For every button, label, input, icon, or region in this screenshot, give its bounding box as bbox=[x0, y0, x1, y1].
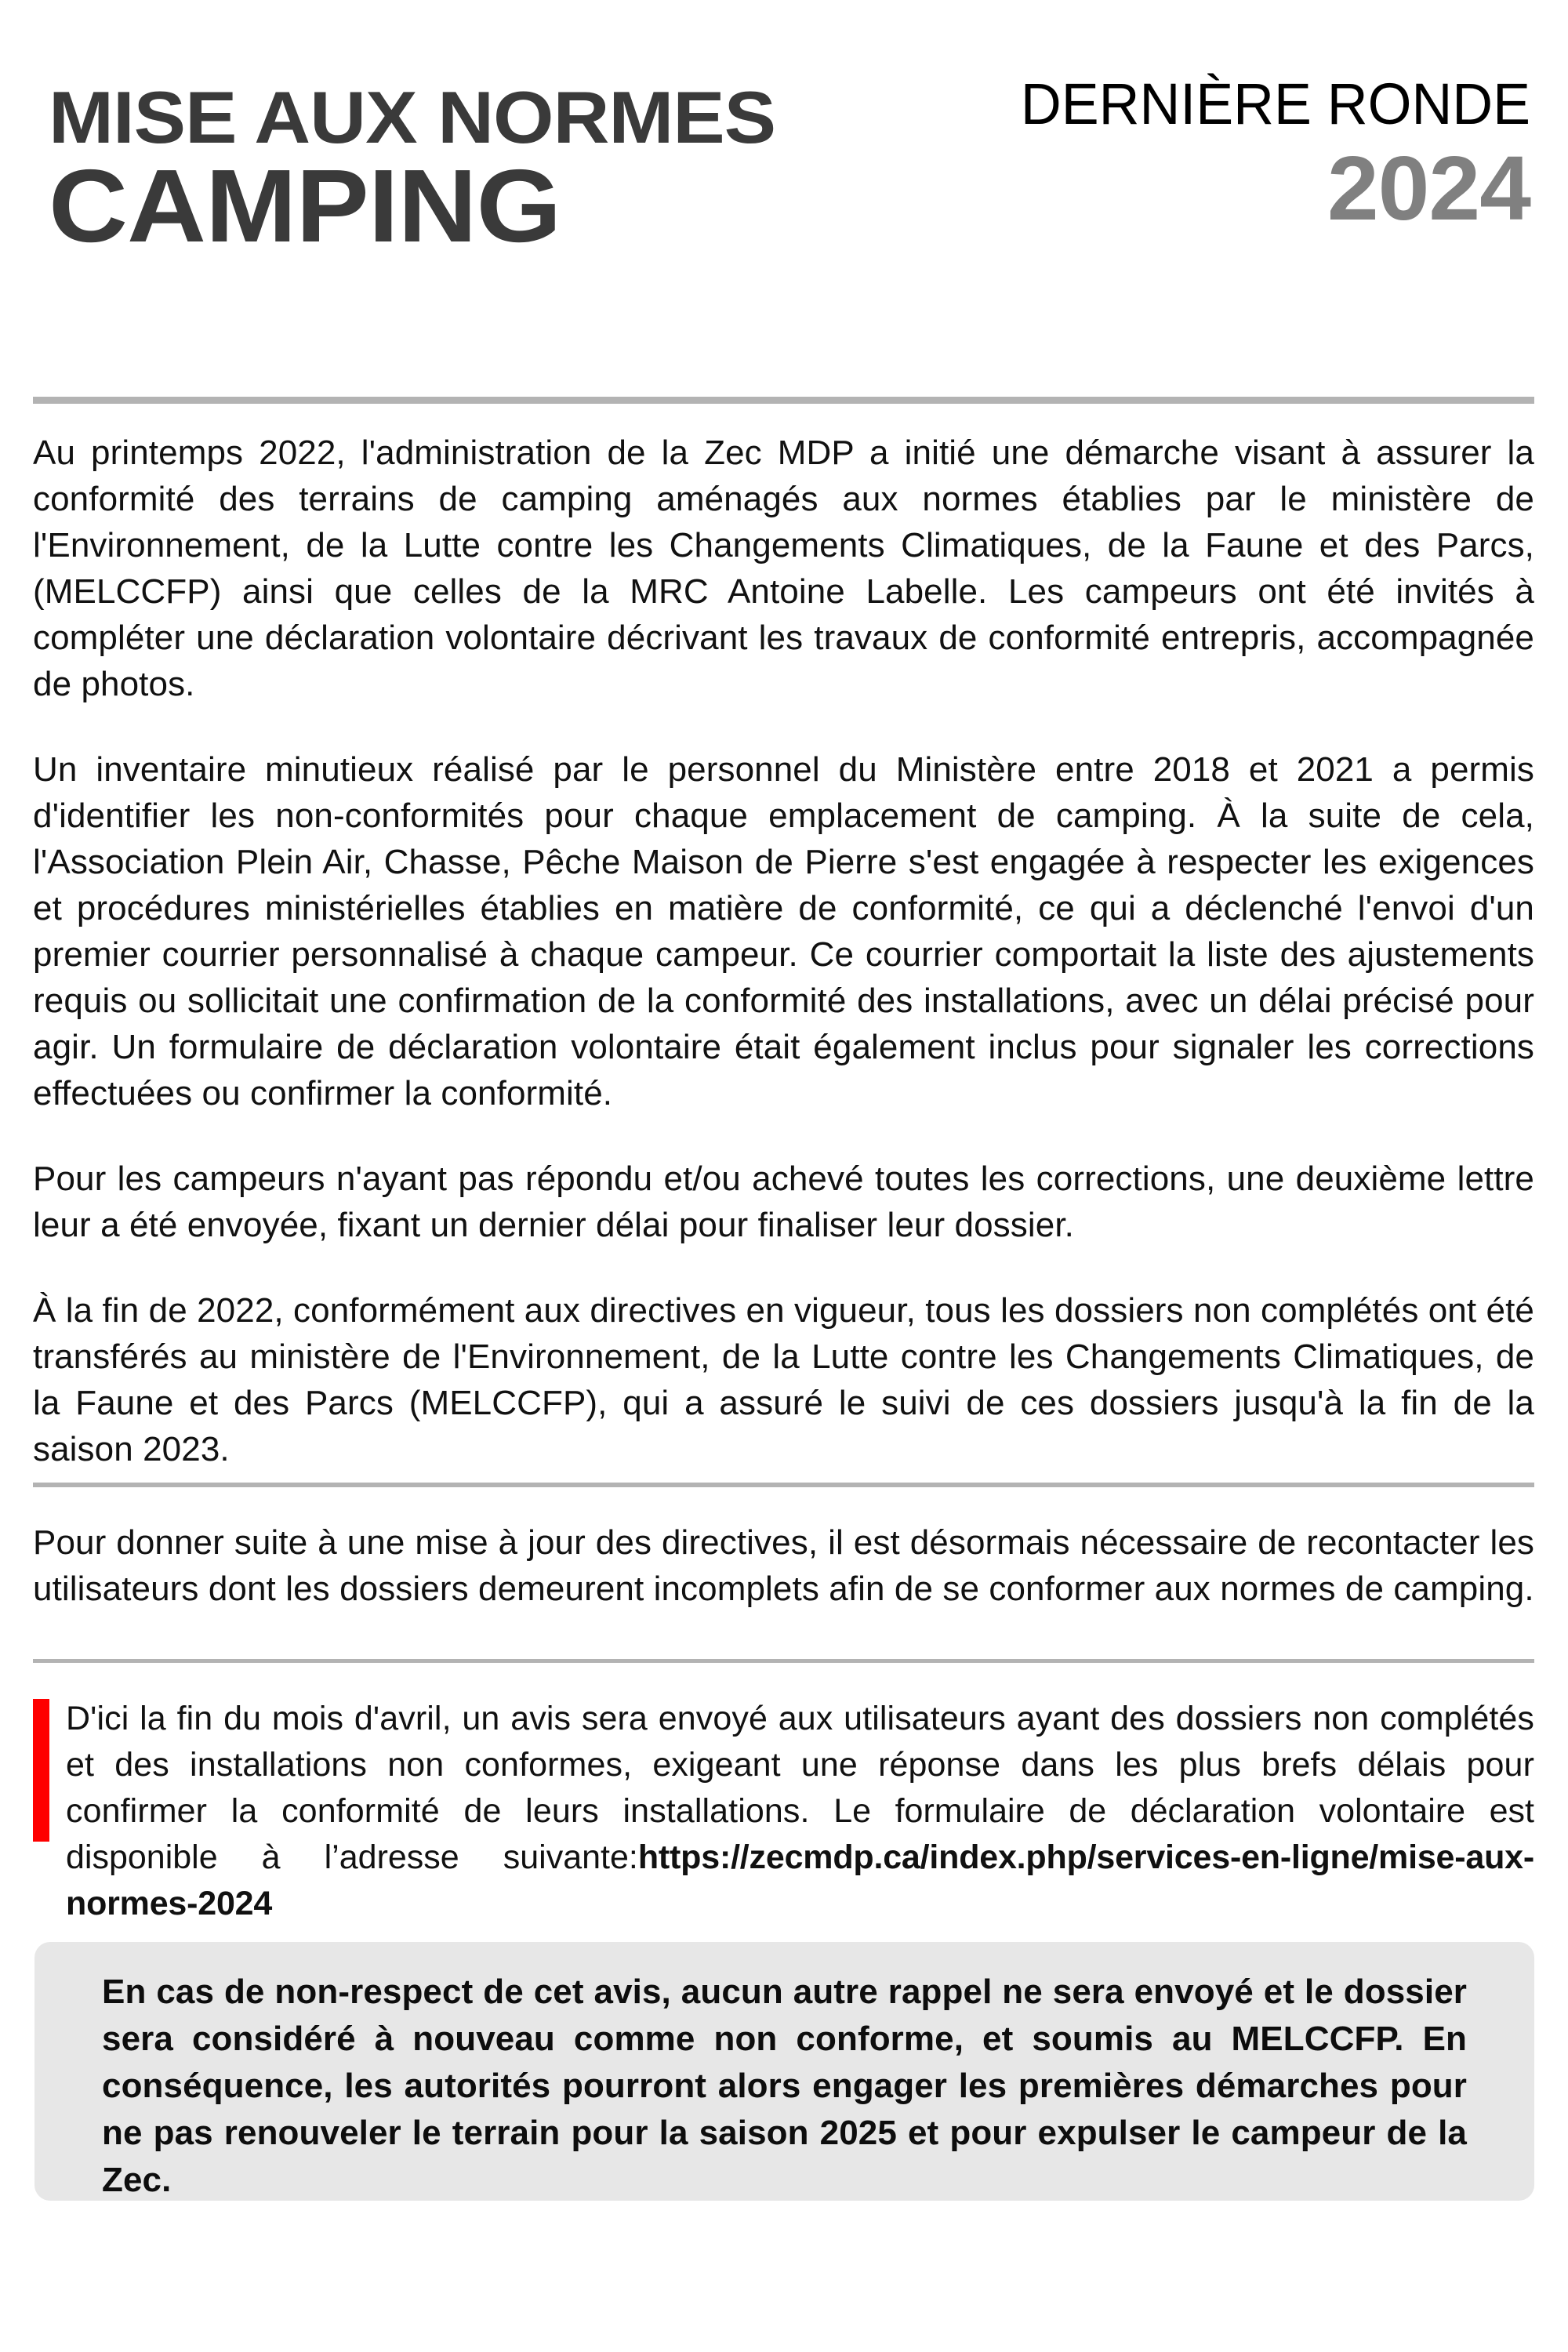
paragraph-1: Au printemps 2022, l'administration de la Zec MDP a initié une démarche visant à assurer la conformité des terrains de camping aménagés aux normes établies par le ministère de l'Environnement, de la Lutte contre les Changements Climatiques, de la Faune et des Parcs, (MELCCFP) ainsi que celles de la MRC Antoine Labelle. Les campeurs ont été invités à compléter une déclaration volontaire décrivant les travaux de conformité entrepris, accompagnée de photos. bbox=[33, 434, 1534, 703]
paragraph-5: Pour donner suite à une mise à jour des directives, il est désormais nécessaire de recontacter les utilisateurs dont les dossiers demeurent incomplets afin de se conformer aux normes de camping. bbox=[33, 1523, 1534, 1608]
title-block bbox=[49, 76, 927, 264]
divider-middle-2 bbox=[33, 1659, 1534, 1663]
warning-notice-box bbox=[34, 1942, 1534, 2201]
divider-top bbox=[33, 397, 1534, 404]
red-accent-bar bbox=[33, 1699, 49, 1842]
callout-tail-text: Le formulaire de déclaration volontaire est disponible à l’adresse suivante: bbox=[66, 1792, 1534, 1876]
page-title-line-1: MISE AUX NORMES bbox=[49, 76, 776, 158]
paragraph-2: Un inventaire minutieux réalisé par le personnel du Ministère entre 2018 et 2021 a permis d'identifier les non-conformités pour chaque emplacement de camping. À la suite de cela, l'Association Plein Air, Chasse, Pêche Maison de Pierre s'est engagée à respecter les exigences et procédures ministérielles établies en matière de conformité, ce qui a déclenché l'envoi d'un premier courrier personnalisé à chaque campeur. Ce courrier comportait la liste des ajustements requis ou sollicitait une confirmation de la conformité des installations, avec un délai précisé pour agir. Un formulaire de déclaration volontaire était également inclus pour signaler les corrections effectuées ou confirmer la conformité. bbox=[33, 750, 1534, 1112]
page-title-line-2: CAMPING bbox=[49, 148, 561, 264]
divider-middle-1 bbox=[33, 1483, 1534, 1487]
document-header bbox=[0, 0, 1568, 368]
callout-main-text: D'ici la fin du mois d'avril, un avis sera envoyé aux utilisateurs ayant des dossiers non complétés et des installations non conformes, exigeant une réponse dans les plus brefs délais pour confirmer la conformité de leurs installations. bbox=[66, 1700, 1534, 1830]
paragraph-3: Pour les campeurs n'ayant pas répondu et/ou achevé toutes les corrections, une deuxième lettre leur a été envoyée, fixant un dernier délai pour finaliser leur dossier. bbox=[33, 1160, 1534, 1244]
red-bar-callout bbox=[33, 1696, 1534, 1927]
declaration-form-url[interactable]: https://zecmdp.ca/index.php/services-en-ligne/mise-aux-normes-2024 bbox=[66, 1838, 1534, 1922]
body-text-block-secondary bbox=[33, 1519, 1534, 1612]
callout-paragraph bbox=[66, 1696, 1534, 1927]
round-year: 2024 bbox=[1327, 137, 1530, 239]
body-text-block bbox=[33, 430, 1534, 1472]
warning-notice-text: En cas de non-respect de cet avis, aucun autre rappel ne sera envoyé et le dossier sera considéré à nouveau comme non conforme, et soumis au MELCCFP. En conséquence, les autorités pourront alors engager les premières démarches pour ne pas renouveler le terrain pour la saison 2025 et pour expulser le campeur de la Zec. bbox=[102, 1973, 1467, 2199]
round-block bbox=[966, 71, 1530, 239]
paragraph-4: À la fin de 2022, conformément aux directives en vigueur, tous les dossiers non complétés ont été transférés au ministère de l'Environnement, de la Lutte contre les Changements Climatiques, de la Faune et des Parcs (MELCCFP), qui a assuré le suivi de ces dossiers jusqu'à la fin de la saison 2023. bbox=[33, 1291, 1534, 1468]
round-label: DERNIÈRE RONDE bbox=[1020, 71, 1530, 136]
